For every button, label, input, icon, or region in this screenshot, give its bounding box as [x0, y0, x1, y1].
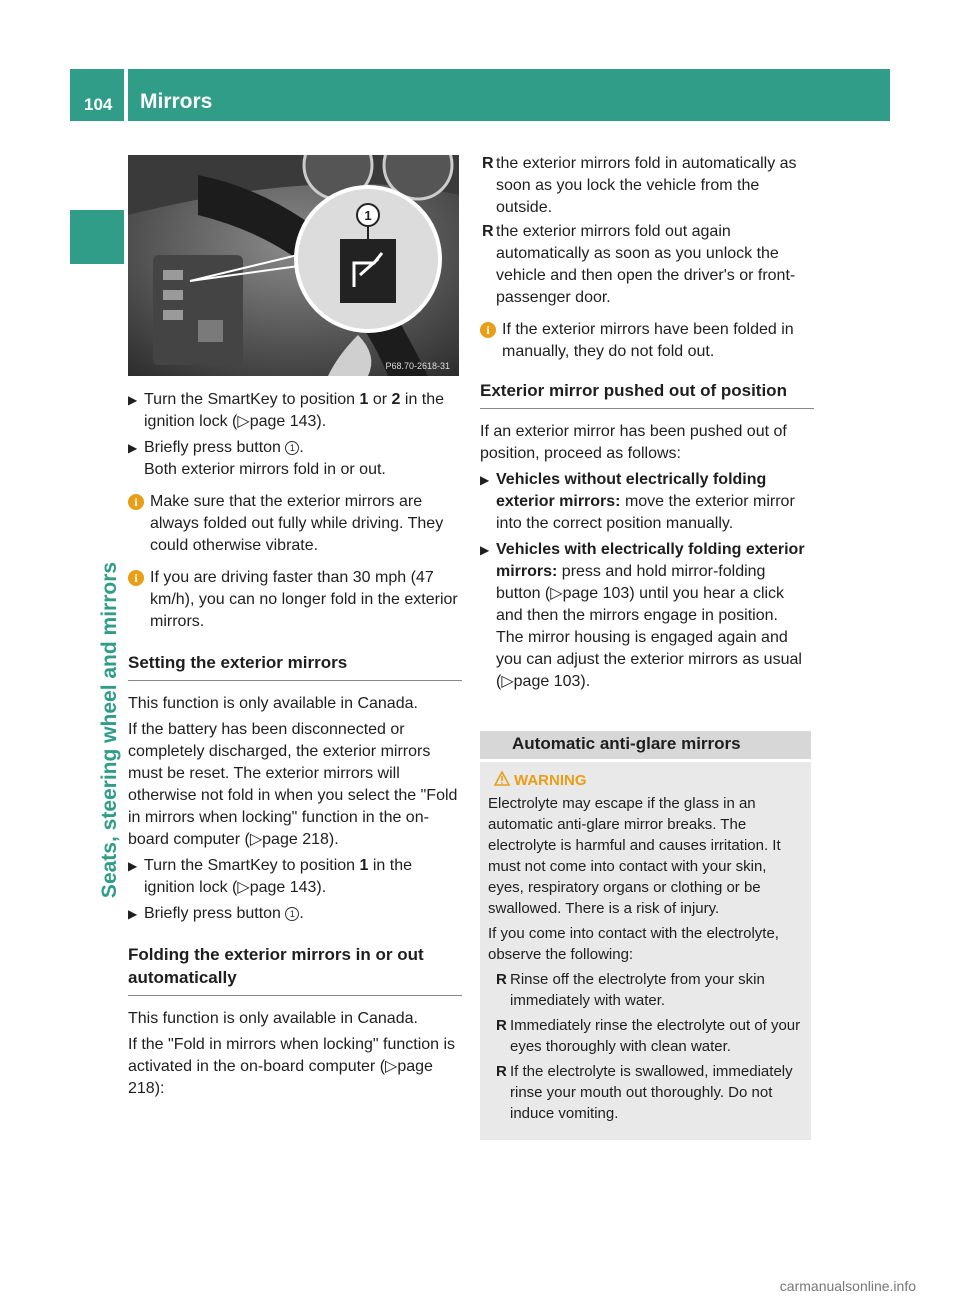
callout-symbol-1: 1 [285, 441, 299, 455]
heading-setting-mirrors: Setting the exterior mirrors [128, 653, 348, 672]
step-arrow-icon: ▶ [128, 907, 138, 921]
header-title-box [128, 69, 890, 121]
info-icon: i [128, 494, 144, 510]
paragraph: If the "Fold in mirrors when locking" function is activated in the on-board computer (▷page 218): [128, 1036, 456, 1097]
info-icon: i [480, 322, 496, 338]
section-title: Mirrors [140, 90, 213, 113]
bullet-icon: R [482, 155, 494, 172]
paragraph: If the battery has been disconnected or completely discharged, the exterior mirrors must be reset. The exterior mirrors will otherwise not fold in when you select the "Fold in mirrors when locking" function in the on-board computer (▷page 218). [128, 721, 458, 848]
warning-bullet: R If the electrolyte is swallowed, immediately rinse your mouth out thoroughly. Do not induce vomiting. [496, 1063, 793, 1122]
page-ref-link[interactable]: page 218): [128, 1058, 433, 1097]
bullet-icon: R [496, 1017, 507, 1034]
page-ref-icon: ▷ [550, 585, 563, 602]
info-note-speed: i If you are driving faster than 30 mph (47 km/h), you can no longer fold in the exterior mirrors. [128, 567, 462, 633]
step-without-electric: ▶ Vehicles without electrically folding exterior mirrors: move the exterior mirror into the correct position manually. [480, 471, 795, 532]
page-ref-link[interactable]: page 143). [249, 879, 327, 896]
step-arrow-icon: ▶ [480, 543, 490, 557]
page-ref-link[interactable]: page 103). [513, 673, 591, 690]
step-arrow-icon: ▶ [128, 441, 138, 455]
step-press-button: ▶ Briefly press button 1 . Both exterior mirrors fold in or out. [128, 439, 386, 478]
paragraph: This function is only available in Canada. [128, 1010, 418, 1027]
heading-rule [128, 680, 462, 681]
page-number: 104 [84, 95, 113, 114]
heading-pushed-out: Exterior mirror pushed out of position [480, 381, 787, 400]
page-ref-icon: ▷ [237, 879, 250, 896]
warning-bullet: R Rinse off the electrolyte from your skin immediately with water. [496, 971, 765, 1009]
paragraph: This function is only available in Canada. [128, 695, 418, 712]
heading-rule [128, 995, 462, 996]
step-arrow-icon: ▶ [128, 393, 138, 407]
heading-band-antiglare [480, 731, 811, 759]
photo-callout-number: 1 [364, 208, 372, 223]
mirror-button-photo [128, 155, 459, 376]
page-ref-link[interactable]: page 218). [262, 831, 339, 848]
page-ref-icon: ▷ [501, 673, 514, 690]
heading-rule [480, 408, 814, 409]
heading-folding-mirrors: Folding the exterior mirrors in or out automatically [128, 945, 424, 987]
page-ref-icon: ▷ [249, 831, 263, 848]
side-tab-marker [70, 210, 124, 264]
page-ref-link[interactable]: page 143). [249, 413, 327, 430]
info-note-manual: i If the exterior mirrors have been folded in manually, they do not fold out. [480, 319, 814, 363]
callout-symbol-1: 1 [285, 907, 299, 921]
info-note-folded-out: i Make sure that the exterior mirrors are always folded out fully while driving. They could otherwise vibrate. [128, 491, 462, 557]
warning-title: WARNING [488, 770, 806, 791]
bullet-icon: R [496, 971, 507, 988]
step-turn-smartkey: ▶ Turn the SmartKey to position 1 or 2 in the ignition lock (▷page 143). [128, 391, 445, 430]
right-column [480, 153, 814, 693]
page-ref-icon: ▷ [385, 1058, 398, 1075]
footer-watermark: carmanualsonline.info [779, 1278, 916, 1294]
left-column [128, 389, 462, 1100]
warning-bullet: R Immediately rinse the electrolyte out of your eyes thoroughly with clean water. [496, 1017, 801, 1055]
page-ref-icon: ▷ [237, 413, 250, 430]
heading-antiglare: Automatic anti-glare mirrors [512, 734, 741, 753]
step-arrow-icon: ▶ [128, 859, 138, 873]
page-ref-link[interactable]: page 103) until you hear a click and then the mirrors engage in position. [496, 585, 785, 624]
bullet-fold-in: R the exterior mirrors fold in automatically as soon as you lock the vehicle from the outside. [482, 155, 797, 216]
bullet-icon: R [482, 223, 494, 240]
warning-triangle-icon [494, 771, 510, 786]
step-turn-smartkey-2: ▶ Turn the SmartKey to position 1 in the ignition lock (▷page 143). [128, 857, 413, 896]
warning-box [480, 762, 811, 1140]
step-arrow-icon: ▶ [480, 473, 490, 487]
photo-code: P68.70-2618-31 [385, 361, 450, 371]
step-press-button-2: ▶ Briefly press button 1 . [128, 903, 462, 925]
warning-text: Electrolyte may escape if the glass in an automatic anti-glare mirror breaks. The electrolyte is harmful and causes irritation. It must not come into contact with your skin, eyes, respiratory organs or clothing or be swallowed. There is a risk of injury. [488, 795, 781, 917]
bullet-fold-out: R the exterior mirrors fold out again automatically as soon as you unlock the vehicle and then open the driver's or front-passenger door. [482, 223, 796, 306]
step-with-electric: ▶ Vehicles with electrically folding exterior mirrors: press and hold mirror-folding button (▷page 103) until you hear a click and then the mirrors engage in position. The mirror housing is engaged again and you can adjust the exterior mirrors as usual (▷page 103). [480, 541, 805, 690]
paragraph: If an exterior mirror has been pushed out of position, proceed as follows: [480, 423, 787, 462]
side-chapter-label: Seats, steering wheel and mirrors [98, 561, 121, 899]
info-icon: i [128, 570, 144, 586]
warning-text: If you come into contact with the electrolyte, observe the following: [488, 925, 779, 963]
bullet-icon: R [496, 1063, 507, 1080]
